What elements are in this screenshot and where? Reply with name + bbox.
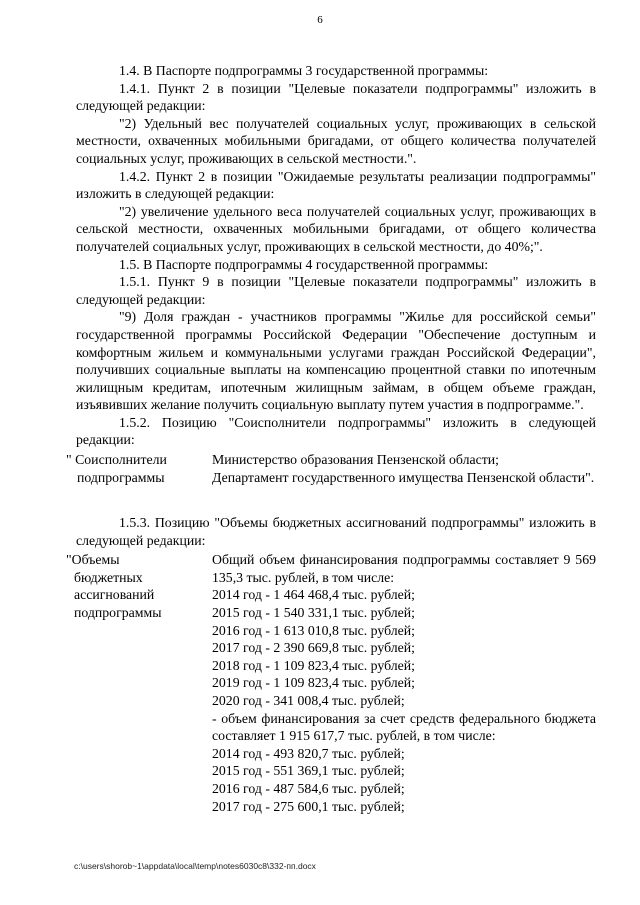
table-label-line: "Объемы [66,552,120,568]
table-label-line: подпрограммы [77,469,165,485]
year-amount-line: 2017 год - 275 600,1 тыс. рублей; [212,798,405,814]
budget-label [66,551,206,621]
page-number: 6 [317,14,323,26]
table-value-line: Министерство образования Пензенской области; [212,452,499,468]
coexecutors-value [212,451,596,486]
file-path-footer: c:\users\shorob~1\appdata\local\temp\notes6030c8\332-пп.docx [74,861,316,871]
paragraph: 1.5.3. Позицию "Объемы бюджетных ассигнований подпрограммы" изложить в следующей редакции: [76,515,596,548]
paragraph: "9) Доля граждан - участников программы "Жилье для российской семьи" государственной программы Российской Федерации "Обеспечение доступным и комфортным жильем и коммунальными услугами граждан Российской Федерации", получивших социальные выплаты на компенсацию процентной ставки по ипотечным жилищным кредитам, ипотечным жилищным займам, в общем объеме граждан, изъявивших желание получить социальную выплату путем участия в подпрограмме.". [76,309,596,413]
year-amount-line: 2015 год - 551 369,1 тыс. рублей; [212,763,405,779]
paragraph: 1.5. В Паспорте подпрограммы 4 государственной программы: [119,256,489,272]
year-amount-line: 2017 год - 2 390 669,8 тыс. рублей; [212,640,416,656]
paragraph: 1.4.1. Пункт 2 в позиции "Целевые показатели подпрограммы" изложить в следующей редакции: [76,80,596,114]
budget-intro: Общий объем финансирования подпрограммы составляет 9 569 135,3 тыс. рублей, в том числе: [212,552,596,585]
paragraph-group [76,62,596,449]
paragraph: 1.5.1. Пункт 9 в позиции "Целевые показатели подпрограммы" изложить в следующей редакции: [76,274,596,307]
table-label-line: бюджетных [74,569,143,585]
paragraph: 1.4.2. Пункт 2 в позиции "Ожидаемые результаты реализации подпрограммы" изложить в следующей редакции: [76,168,596,202]
coexecutors-table [66,451,596,505]
year-amount-line: 2019 год - 1 109 823,4 тыс. рублей; [212,675,416,691]
year-amount-line: 2018 год - 1 109 823,4 тыс. рублей; [212,657,416,673]
coexecutors-label [66,451,206,486]
table-label-line: " Соисполнители [66,452,167,468]
budget-table [66,551,596,815]
year-amount-line: 2016 год - 1 613 010,8 тыс. рублей; [212,622,416,638]
years-federal-list [212,745,596,815]
years-total-list [212,586,596,709]
year-amount-line: 2015 год - 1 540 331,1 тыс. рублей; [212,605,416,621]
year-amount-line: 2014 год - 1 464 468,4 тыс. рублей; [212,587,416,603]
paragraph: "2) увеличение удельного веса получателей социальных услуг, проживающих в сельской местности, охваченных мобильными бригадами, от общего количества получателей социальных услуг, проживающих в сельской местности, до 40%;". [76,203,596,254]
table-value-line: Департамент государственного имущества Пензенской области". [212,469,595,485]
table-label-line: ассигнований [74,587,155,603]
budget-value [212,551,596,815]
budget-federal: - объем финансирования за счет средств федерального бюджета составляет 1 915 617,7 тыс. рублей, в том числе: [212,710,596,744]
year-amount-line: 2016 год - 487 584,6 тыс. рублей; [212,780,405,796]
paragraph: 1.4. В Паспорте подпрограммы 3 государственной программы: [119,63,489,78]
table-label-line: подпрограммы [74,605,162,621]
year-amount-line: 2014 год - 493 820,7 тыс. рублей; [212,745,405,761]
document-body [66,62,596,815]
paragraph: "2) Удельный вес получателей социальных услуг, проживающих в сельской местности, охваченных мобильными бригадами, от общего количества получателей социальных услуг, проживающих в сельской местности.". [76,115,596,166]
year-amount-line: 2020 год - 341 008,4 тыс. рублей; [212,693,405,708]
paragraph: 1.5.2. Позицию "Соисполнители подпрограммы" изложить в следующей редакции: [76,414,596,448]
